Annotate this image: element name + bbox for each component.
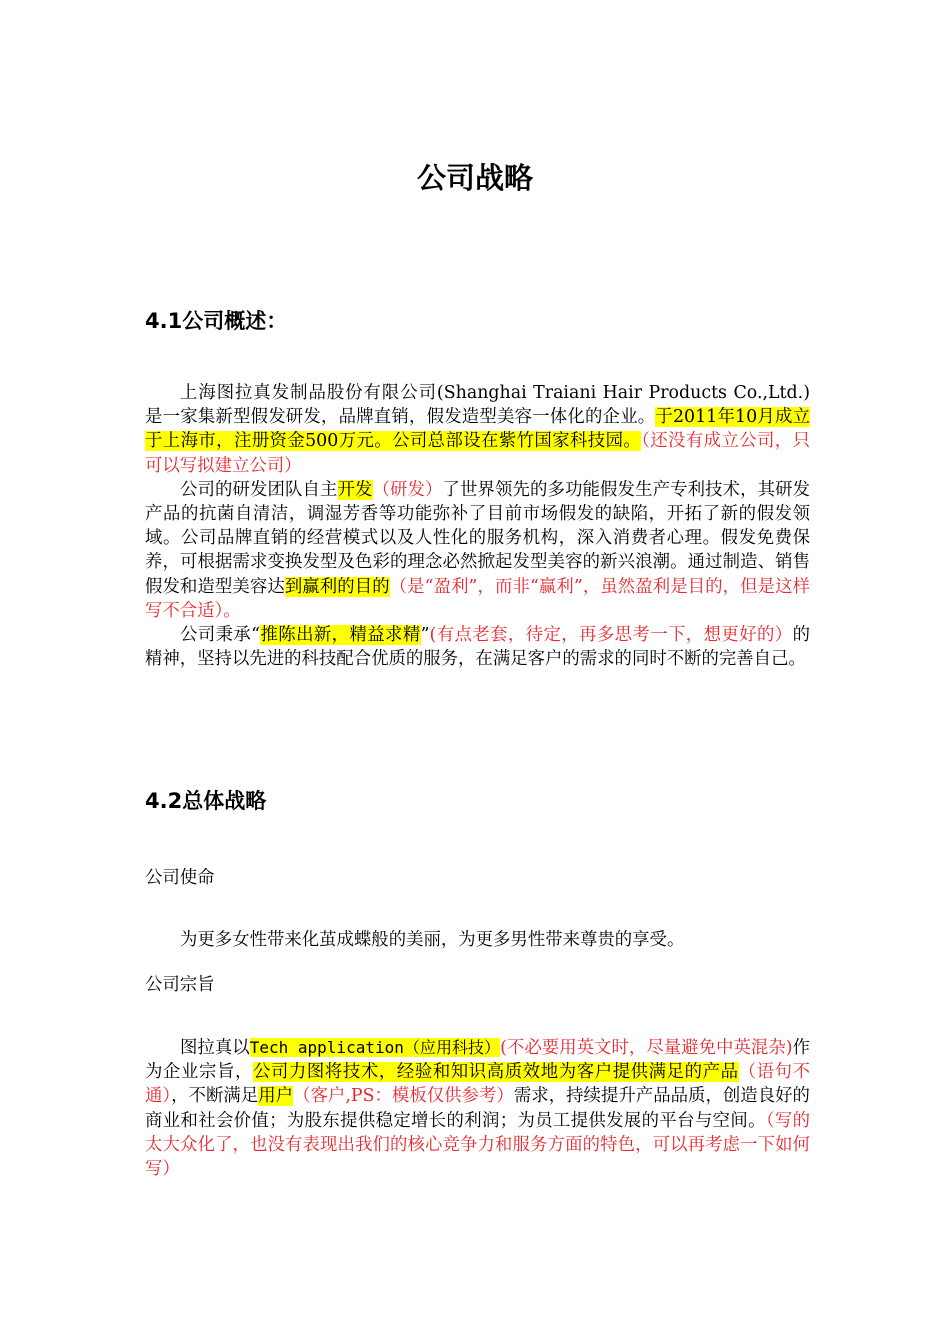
highlighted-text: 推陈出新，精益求精 xyxy=(260,625,421,646)
review-comment: （写的太大众化了，也没有表现出我们的核心竞争力和服务方面的特色，可以再考虑一下如何写） xyxy=(145,1110,810,1180)
purpose-text: ，不断满足 xyxy=(171,1086,259,1107)
highlighted-text: 于2011年10月成立于上海市，注册资金500万元。公司总部设在紫竹国家科技园。 xyxy=(145,407,810,452)
overview-paragraph-2 xyxy=(145,478,810,623)
review-comment: （还没有成立公司，只可以写拟建立公司） xyxy=(145,431,810,476)
purpose-paragraph xyxy=(145,1036,810,1181)
overview-text: ” xyxy=(420,625,430,646)
review-comment: （客户,PS：模板仅供参考） xyxy=(293,1086,514,1107)
section-heading-4-1: 4.1公司概述： xyxy=(145,309,288,333)
section-4-1-body xyxy=(145,381,810,671)
purpose-body xyxy=(145,1036,810,1181)
overview-text: 的精神，坚持以先进的科技配合优质的服务，在满足客户的需求的同时不断的完善自己。 xyxy=(145,625,810,670)
overview-text: 了世界领先的多功能假发生产专利技术，其研发产品的抗菌自清洁，调湿芳香等功能弥补了目前市场假发的缺陷，开拓了新的假发领域。公司品牌直销的经营模式以及人性化的服务机构，深入消费者心理。假发免费保养，可根据需求变换发型及色彩的理念必然掀起发型美容的新兴浪潮。通过制造、销售假发和造型美容达 xyxy=(145,479,810,597)
overview-text: 公司秉承“ xyxy=(180,625,261,646)
overview-text: 公司的研发团队自主 xyxy=(180,479,338,500)
section-heading-4-2: 4.2总体战略 xyxy=(145,789,267,813)
page-title: 公司战略 xyxy=(416,161,533,195)
review-comment: （语句不通） xyxy=(145,1062,810,1107)
review-comment: （是“盈利”，而非“赢利”，虽然盈利是目的，但是这样写不合适）。 xyxy=(145,576,810,621)
overview-paragraph-3 xyxy=(145,623,810,671)
review-comment: (有点老套，待定，再多思考一下，想更好的） xyxy=(429,625,793,646)
overview-text: 上海图拉真发制品股份有限公司(Shanghai Traiani Hair Products Co.,Ltd.)是一家集新型假发研发，品牌直销，假发造型美容一体化的企业。 xyxy=(145,383,810,428)
purpose-text: 作为企业宗旨， xyxy=(145,1038,810,1083)
review-comment: （研发） xyxy=(372,479,443,500)
purpose-text: 图拉真以 xyxy=(180,1038,250,1058)
purpose-text: 需求，持续提升产品品质，创造良好的商业和社会价值；为股东提供稳定增长的利润；为员工提供发展的平台与空间。 xyxy=(145,1086,810,1131)
overview-paragraph-1 xyxy=(145,381,810,478)
mission-text: 为更多女性带来化茧成蝶般的美丽，为更多男性带来尊贵的享受。 xyxy=(180,930,685,950)
mission-label: 公司使命 xyxy=(145,868,215,888)
highlighted-text: 公司力图将技术，经验和知识高质效地为客户提供满足的产品 xyxy=(252,1062,739,1083)
highlighted-text: Tech application（应用科技） xyxy=(249,1038,501,1057)
highlighted-text: 到赢利的目的 xyxy=(284,576,390,597)
review-comment: (不必要用英文时，尽量避免中英混杂) xyxy=(500,1038,793,1058)
highlighted-text: 开发 xyxy=(337,479,373,500)
highlighted-text: 用户 xyxy=(258,1086,294,1107)
purpose-label: 公司宗旨 xyxy=(145,975,215,995)
